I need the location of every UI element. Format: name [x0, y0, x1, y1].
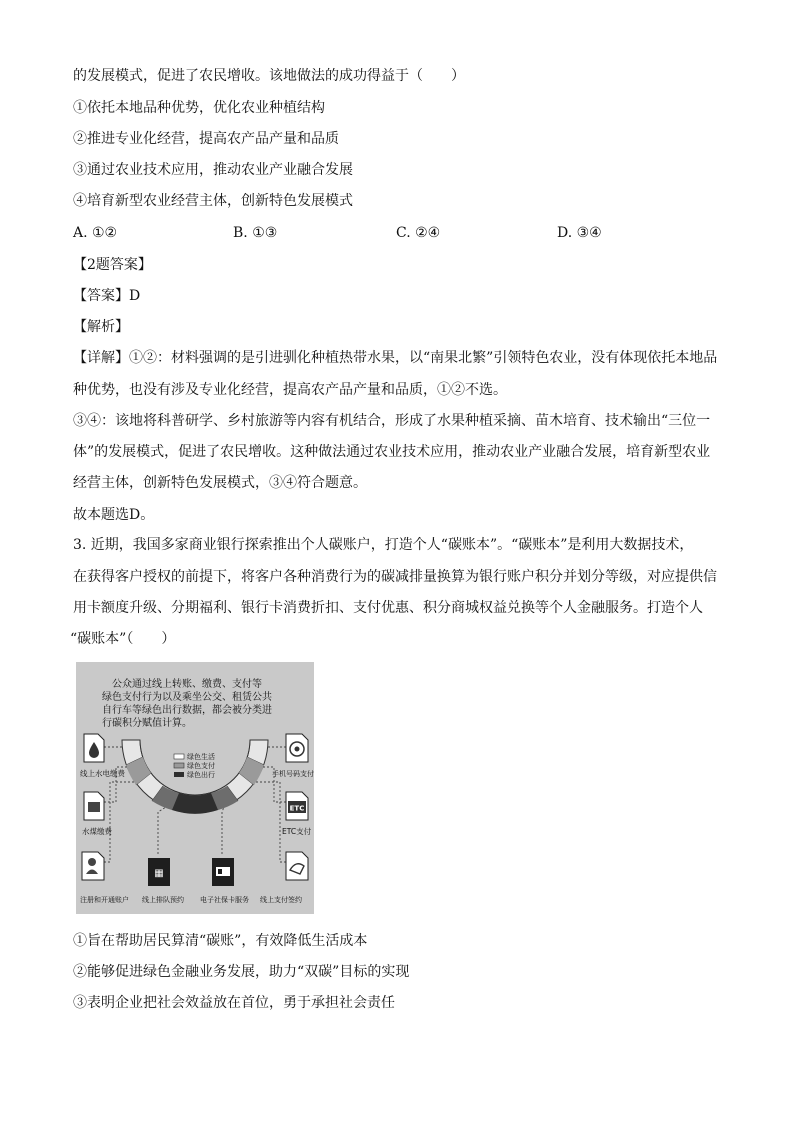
detail-line-3: ③④：该地将科普研学、乡村旅游等内容有机结合，形成了水果种植采摘、苗木培育、技术输出“三位一	[73, 413, 711, 429]
etc-badge-text: ETC	[289, 804, 305, 813]
social-security-card-icon	[212, 858, 234, 886]
label-account-register: 注册和开通账户	[80, 896, 129, 904]
label-water-bill: 线上水电缴费	[80, 769, 125, 778]
figure-caption-1: 公众通过线上转账、缴费、支付等	[112, 679, 262, 690]
answer-line: 【答案】D	[73, 288, 141, 304]
figure-caption-4: 行碳积分赋值计算。	[102, 718, 192, 729]
q3-item-1: ①旨在帮助居民算清“碳账”，有效降低生活成本	[73, 933, 368, 949]
water-bill-icon	[84, 734, 104, 762]
detail-line-5: 经营主体，创新特色发展模式，③④符合题意。	[73, 475, 367, 491]
q2-option-d: D. ③④	[557, 225, 602, 241]
q2-option-b: B. ①③	[233, 225, 278, 241]
label-coal-gas-bill: 水煤缴费	[82, 827, 112, 836]
phone-payment-icon	[286, 734, 308, 762]
detail-line-2: 种优势，也没有涉及专业化经营，提高农产品产量和品质，①②不选。	[73, 382, 507, 398]
coal-gas-bill-icon	[84, 792, 104, 820]
svg-text:▦: ▦	[154, 868, 164, 879]
q2-item-4: ④培育新型农业经营主体，创新特色发展模式	[73, 193, 353, 209]
label-etc-payment: ETC支付	[282, 827, 312, 836]
queue-booking-icon	[148, 858, 170, 886]
detail-line-6: 故本题选D。	[73, 507, 155, 523]
q2-option-c: C. ②④	[396, 225, 441, 241]
label-queue-booking: 线上排队预约	[142, 896, 184, 904]
legend-label-1: 绿色生活	[187, 753, 215, 761]
figure-caption-2: 绿色支付行为以及乘坐公交、租赁公共	[102, 692, 272, 703]
online-payment-sign-icon	[286, 852, 308, 880]
carbon-account-figure	[76, 662, 314, 914]
figure-caption-3: 自行车等绿色出行数据，都会被分类进	[102, 705, 272, 716]
q3-stem-line-3: 用卡额度升级、分期福利、银行卡消费折扣、支付优惠、积分商城权益兑换等个人金融服务。打造个人	[73, 600, 703, 616]
label-social-security-card: 电子社保卡服务	[200, 896, 249, 904]
q2-item-2: ②推进专业化经营，提高农产品产量和品质	[73, 131, 339, 147]
q3-item-3: ③表明企业把社会效益放在首位，勇于承担社会责任	[73, 995, 395, 1011]
q3-stem-line-4: “碳账本”（ ）	[70, 631, 176, 647]
label-online-payment-sign: 线上支付签约	[260, 896, 302, 904]
analysis-header: 【解析】	[73, 319, 129, 335]
q3-stem-line-1: 3. 近期，我国多家商业银行探索推出个人碳账户，打造个人“碳账本”。“碳账本”是利用大数据技术，	[73, 537, 694, 553]
answer-header: 【2题答案】	[73, 257, 152, 273]
legend-label-2: 绿色支付	[187, 762, 215, 770]
label-phone-payment: 手机号码支付	[272, 770, 314, 778]
q2-item-3: ③通过农业技术应用，推动农业产业融合发展	[73, 162, 353, 178]
q2-stem-tail: 的发展模式，促进了农民增收。该地做法的成功得益于（ ）	[73, 68, 465, 84]
figure-legend	[174, 752, 215, 779]
account-register-icon	[82, 852, 104, 880]
detail-line-1: 【详解】①②：材料强调的是引进驯化种植热带水果，以“南果北繁”引领特色农业，没有体现依托本地品	[73, 350, 718, 366]
q3-item-2: ②能够促进绿色金融业务发展，助力“双碳”目标的实现	[73, 964, 410, 980]
q2-item-1: ①依托本地品种优势，优化农业种植结构	[73, 100, 325, 116]
q2-option-a: A. ①②	[73, 225, 118, 241]
etc-payment-icon	[286, 792, 308, 820]
legend-label-3: 绿色出行	[187, 771, 215, 779]
detail-line-4: 体”的发展模式，促进了农民增收。这种做法通过农业技术应用，推动农业产业融合发展，培育新型农业	[73, 444, 711, 460]
q3-stem-line-2: 在获得客户授权的前提下，将客户各种消费行为的碳减排量换算为银行账户积分并划分等级，对应提供信	[73, 569, 717, 585]
